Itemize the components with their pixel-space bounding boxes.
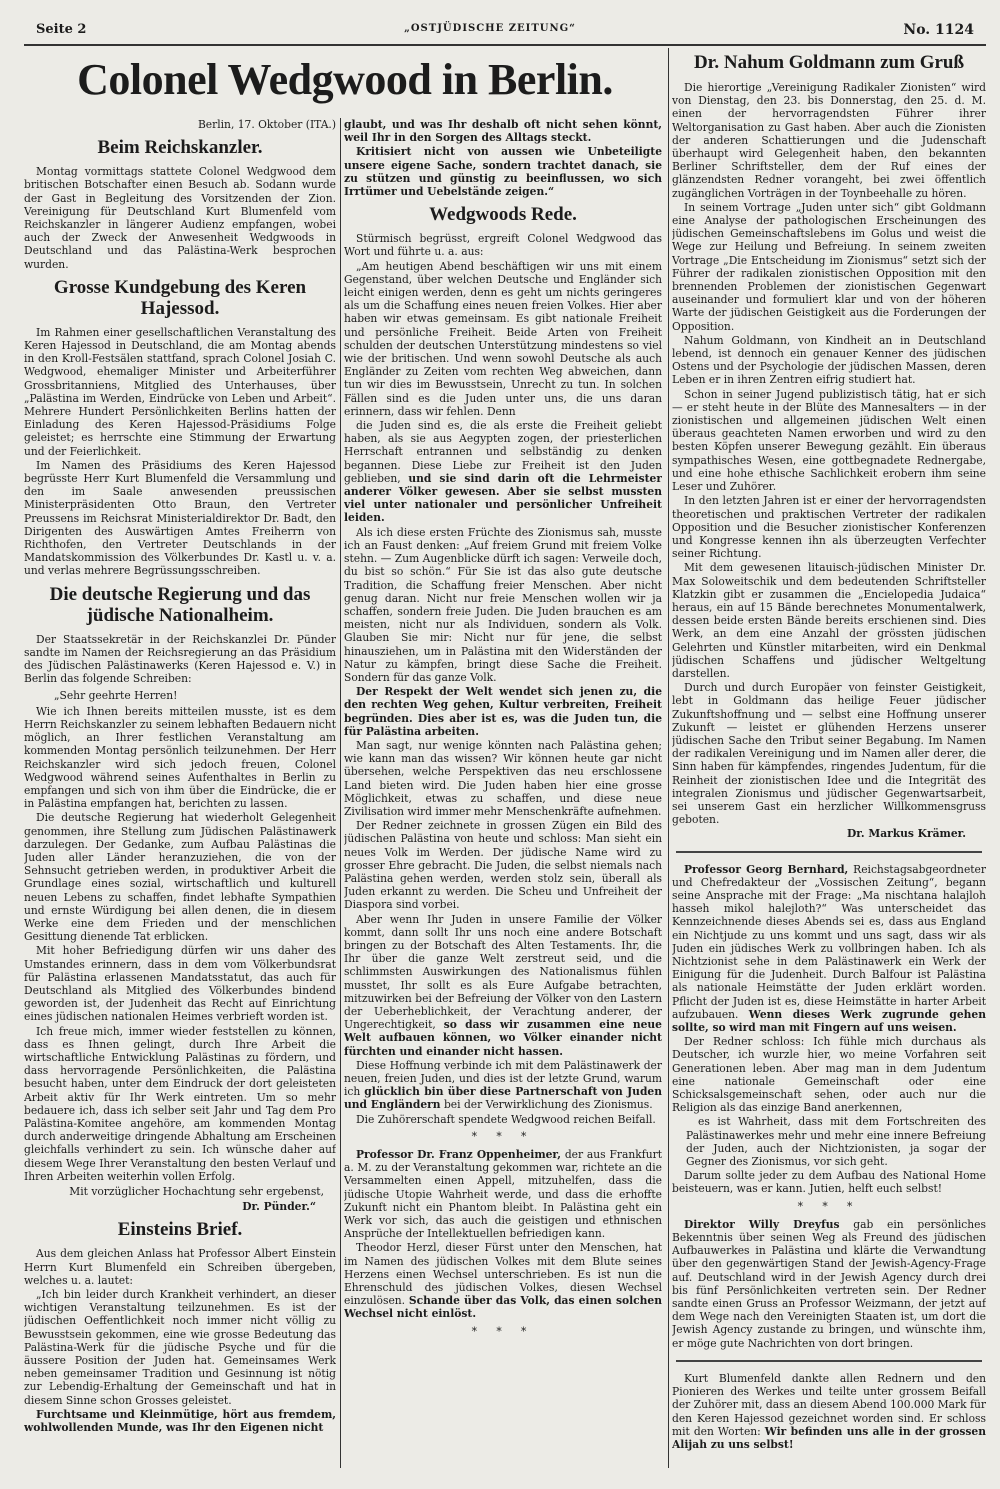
- text: gab ein persönliches Bekenntnis über seinen Weg als Freund des jüdischen Aufbauwerkes in Palästina und klärte die Verwandtung über den gegenwärtigen Stand der Jewish-Agency-Frage auf. Deutschland wird in der Jewish Agency durch drei bis fünf Persönlichkeiten vertreten sein. Der Redner sandte einen Gruss an Professor Weizmann, der jetzt auf dem Wege nach den Vereinigten Staaten ist, um dort die Jewish Agency zustande zu bringen, und wünschte ihm, er möge gute Nachrichten von dort bringen.: [672, 1217, 986, 1350]
- paragraph: „Am heutigen Abend beschäftigen wir uns mit einem Gegenstand, über welchen Deutsche und Engländer sich leicht einigen werden, denn es geht um nichts geringeres als um die Schaffung eines neuen freien Volkes. Hier aber haben wir etwas gemeinsam. Es gibt nationale Freiheit und persönliche Freiheit. Beide Arten von Freiheit schulden der deutschen Unterstützung mindestens so viel wie der britischen. Und wenn sowohl Deutsche als auch Engländer zu Zeiten vom rechten Weg abweichen, dann tun wir dies im Bewusstsein, Unrecht zu tun. In solchen Fällen sind es die Juden unter uns, die uns daran erinnern, dass wir fehlen. Denn: [344, 259, 662, 418]
- paragraph: [672, 863, 986, 1035]
- column-divider: [340, 118, 341, 1468]
- bold-text: Wenn dieses Werk zugrunde gehen sollte, so wird man mit Fingern auf uns weisen.: [672, 1007, 986, 1035]
- paragraph: Im Namen des Präsidiums des Keren Hajessod begrüsste Herr Kurt Blumenfeld die Versammlung und den im Saale anwesenden preussischen Ministerpräsidenten Otto Braun, den Vertreter Preussens im Reichsrat Ministerialdirektor Dr. Badt, den Dirigenten des Auswärtigen Amtes Freiherrn von Richthofen, den Vertreter Deutschlands in der Mandatskommission des Völkerbundes Dr. Kastl u. v. a. und verlas mehrere Begrüssungsschreiben.: [24, 458, 336, 578]
- heading-kundgebung: Grosse Kundgebung des Keren Hajessod.: [53, 276, 307, 319]
- letter-signature: Dr. Pünder.“: [242, 1200, 316, 1214]
- heading-einstein: Einsteins Brief.: [117, 1219, 243, 1241]
- paragraph: Wie ich Ihnen bereits mitteilen musste, ist es dem Herrn Reichskanzler zu seinem lebhaften Bedauern nicht möglich, an Ihrer festlichen Veranstaltung am kommenden Montag persönlich teilzunehmen. Der Herr Reichskanzler wird sich jedoch freuen, Colonel Wedgwood während seines Aufenthaltes in Berlin zu empfangen und sich von ihm über die Eindrücke, die er in Palästina empfangen hat, berichten zu lassen.: [24, 704, 336, 811]
- paragraph-bold: Furchtsame und Kleinmütige, hört aus fremdem, wohlwollenden Munde, was Ihr den Eigenen nicht: [24, 1407, 336, 1435]
- heading-regierung: Die deutsche Regierung und das jüdische Nationalheim.: [49, 583, 311, 626]
- main-headline: Colonel Wedgwood in Berlin.: [77, 55, 613, 104]
- paragraph: Ich freue mich, immer wieder feststellen zu können, dass es Ihnen gelingt, durch Ihre Arbeit die wirtschaftliche Entwicklung Palästinas zu fördern, und dass hervorragende Persönlichkeiten, die Palästina besucht haben, unter dem Eindruck der dort geleisteten Arbeit aktiv für Ihr Werk eintreten. Um so mehr bedauere ich, dass ich selber seit Jahr und Tag dem Pro Palästina-Komitee angehöre, am kommenden Montag durch anderweitige dringende Abhaltung am Erscheinen gleichfalls verhindert zu sein. Ich wünsche daher auf diesem Wege Ihrer Veranstaltung den besten Verlauf und Ihren Arbeiten weiterhin vollen Erfolg.: [24, 1024, 336, 1183]
- article-signature: Dr. Markus Krämer.: [847, 827, 966, 841]
- text: Reichstagsabgeordneter und Chefredakteur der „Vossischen Zeitung“, begann seine Ansprache mit der Frage: „Ma nischtana halajloh hasseh mikol halejloth?“ Was unterscheidet das Kennzeichnende dieses Abends sei es, dass aus England ein Nichtjude zu uns kommt und uns sagt, dass wir als Juden ein jüdisches Werk zu vollbringen haben. Ich als Nichtzionist sehe in dem Palästinawerk ein Werk der Einigung für die Judenheit. Durch Balfour ist Palästina als nationale Heimstätte der Juden erklärt worden. Pflicht der Juden ist es, diese Heimstätte in harter Arbeit aufzubauen.: [672, 862, 986, 1021]
- paragraph: [672, 1218, 986, 1350]
- letter-closing: Mit vorzüglicher Hochachtung sehr ergebenst,: [69, 1185, 324, 1199]
- paragraph: [344, 419, 662, 525]
- page-label: Seite 2: [36, 22, 87, 37]
- column-3: [672, 52, 986, 1472]
- text: Aber wenn Ihr Juden in unsere Familie der Völker kommt, dann sollt Ihr uns noch eine andere Botschaft bringen zu der Botschaft des Alten Testaments. Ihr, die Ihr über die ganze Welt zerstreut seid, und die schlimmsten Auswirkungen des Nationalismus fühlen musstet, Ihr sollt es als Eure Aufgabe betrachten, mitzuwirken bei der Befreiung der Völker von den Lastern der Ueberheblichkeit, der Verachtung anderer, der Ungerechtigkeit,: [344, 912, 662, 1032]
- text: Kurt Blumenfeld dankte allen Rednern und den Pionieren des Werkes und teilte unter grossem Beifall der Zuhörer mit, dass an diesem Abend 100.000 Mark für den Keren Hajessod gezeichnet worden sind. Er schloss mit den Worten:: [672, 1371, 986, 1438]
- paragraph: Montag vormittags stattete Colonel Wedgwood dem britischen Botschafter einen Besuch ab. Sodann wurde der Gast in Begleitung des Vorsitzenden der Zion. Vereinigung für Deutschland Kurt Blumenfeld vom Reichskanzler in längerer Audienz empfangen, wobei auch der Zweck der Anwesenheit Wedgwoods in Deutschland und das Palästina-Werk besprochen wurden.: [24, 165, 336, 271]
- paragraph: „Ich bin leider durch Krankheit verhindert, an dieser wichtigen Veranstaltung teilzunehmen. Es ist der jüdischen Oeffentlichkeit noch immer nicht völlig zu Bewusstsein gekommen, eine wie grosse Bedeutung das Palästina-Werk für die jüdische Psyche und für die äussere Position der Juden hat. Gemeinsames Werk neben gemeinsamer Tradition und Gesinnung ist nötig zur Lebendig-Erhaltung der Gemeinschaft und hat in diesem Sinne schon Grosses geleistet.: [24, 1288, 336, 1407]
- paragraph: Die Zuhörerschaft spendete Wedgwood reichen Beifall.: [356, 1112, 656, 1126]
- bold-text: Wir befinden uns alle in der grossen Alijah zu uns selbst!: [672, 1424, 986, 1451]
- speaker-name: Professor Dr. Franz Oppenheimer,: [356, 1148, 561, 1162]
- speaker-name: Professor Georg Bernhard,: [684, 862, 849, 876]
- heading-goldmann: Dr. Nahum Goldmann zum Gruß: [693, 52, 965, 73]
- speaker-name: Direktor Willy Dreyfus: [684, 1217, 840, 1231]
- paragraph: Der Staatssekretär in der Reichskanzlei Dr. Pünder sandte im Namen der Reichsregierung an das Präsidium des Jüdischen Palästinawerks (Keren Hajessod e. V.) in Berlin das folgende Schreiben:: [24, 632, 336, 686]
- paragraph-bold: Der Respekt der Welt wendet sich jenen zu, die den rechten Weg gehen, Kultur verbreiten, Freiheit begründen. Dies aber ist es, was die Juden tun, die für Palästina arbeiten.: [344, 685, 662, 738]
- section-stars: * * *: [471, 1324, 535, 1338]
- heading-reichskanzler: Beim Reichskanzler.: [97, 137, 263, 159]
- paragraph: Schon in seiner Jugend publizistisch tätig, hat er sich — er steht heute in der Blüte des Mannesalters — in der zionistischen und allgemeinen jüdischen Welt einen überaus geachteten Namen erworben und wird zu den besten Köpfen unserer Bewegung gezählt. Ein überaus sympathisches Wesen, eine gottbegnadete Rednergabe, und eine hohe ethische Sachlichkeit erobern ihm seine Leser und Zuhörer.: [672, 387, 986, 494]
- paragraph: [344, 913, 662, 1058]
- section-stars: * * *: [797, 1199, 861, 1213]
- paragraph: Die deutsche Regierung hat wiederholt Gelegenheit genommen, ihre Stellung zum Jüdischen Palästinawerk darzulegen. Der Gedanke, zum Aufbau Palästinas die Juden aller Länder heranzuziehen, die von der Sehnsucht getrieben werden, in produktiver Arbeit die Grundlage eines sozial, wirtschaftlich und kulturell neuen Lebens zu schaffen, findet lebhafte Sympathien und ernste Würdigung bei allen denen, die in diesem Werke eine dem Frieden und der menschlichen Gesittung dienende Tat erblicken.: [24, 811, 336, 944]
- paragraph: [344, 1148, 662, 1240]
- paragraph: Man sagt, nur wenige könnten nach Palästina gehen; wie kann man das wissen? Wir können heute gar nicht übersehen, welche Perspektiven das neu erschlossene Land bieten wird. Die Juden haben hier eine grosse Möglichkeit, etwas zu schaffen, und diese neue Zivilisation wird immer mehr Menschenkräfte aufnehmen.: [344, 738, 662, 818]
- letter-salutation: „Sehr geehrte Herren!: [54, 688, 178, 702]
- heading-rede: Wedgwoods Rede.: [429, 204, 577, 226]
- bold-text: Schande über das Volk, das einen solchen Wechsel nicht einlöst.: [344, 1294, 662, 1321]
- paragraph: Stürmisch begrüsst, ergreift Colonel Wedgwood das Wort und führte u. a. aus:: [344, 232, 662, 259]
- paragraph: [344, 1241, 662, 1320]
- paragraph: Im Rahmen einer gesellschaftlichen Veranstaltung des Keren Hajessod in Deutschland, die am Montag abends in den Kroll-Festsälen stattfand, sprach Colonel Josiah C. Wedgwood, ehemaliger Minister und Arbeiterführer Grossbritanniens, Mitglied des Unterhauses, über „Palästina im Werden, Eindrücke von Leben und Arbeit“. Mehrere Hundert Persönlichkeiten Berlins hatten der Einladung des Keren Hajessod-Präsidiums Folge geleistet; es herrschte eine Stimmung der Erwartung und der Feierlichkeit.: [24, 325, 336, 458]
- page-header: [30, 20, 980, 42]
- text: Theodor Herzl, dieser Fürst unter den Menschen, hat im Namen des jüdischen Volkes mit dem Blute seines Herzens einen Wechsel unterschrieben. Es ist nun die Ehrenschuld des jüdischen Volkes, diesen Wechsel einzulösen.: [344, 1241, 662, 1308]
- paragraph: Die hierortige „Vereinigung Radikaler Zionisten“ wird von Dienstag, den 23. bis Donnerstag, den 25. d. M. einen der hervorragendsten Führer ihrer Weltorganisation zu Gast haben. Aber auch die Zionisten der anderen Schattierungen und die Judenschaft überhaupt wird Gelegenheit haben, den bekannten Berliner Schriftsteller, dem der Ruf eines der glänzendsten Redner vorangeht, bei zwei öffentlich zugänglichen Vorträgen in der Toynbeehalle zu hören.: [672, 81, 986, 200]
- text: bei der Verwirklichung des Zionismus.: [443, 1098, 653, 1112]
- paragraph: Der Redner zeichnete in grossen Zügen ein Bild des jüdischen Palästina von heute und schloss: Man sieht ein neues Volk im Werden. Der jüdische Name wird zu grosser Ehre gebracht. Die Juden, die selbst niemals nach Palästina gehen werden, werden stolz sein, überall als Juden erkannt zu werden. Die Scheu und Unfreiheit der Diaspora sind vorbei.: [344, 819, 662, 912]
- paragraph: Der Redner schloss: Ich fühle mich durchaus als Deutscher, ich wurzle hier, wo meine Vorfahren seit Generationen leben. Aber mag man in dem Judentum eine nationale Gemeinschaft oder eine Schicksalsgemeinschaft sehen, oder auch nur die Religion als das einzige Band anerkennen,: [672, 1035, 986, 1115]
- text: Diese Hoffnung verbinde ich mit dem Palästinawerk der neuen, freien Juden, und dies ist der letzte Grund, warum ich: [344, 1058, 662, 1099]
- bold-text: und sie sind darin oft die Lehrmeister anderer Völker gewesen. Aber sie selbst mussten viel unter nationaler und persönlicher Unfreiheit leiden.: [344, 471, 662, 525]
- paragraph: In den letzten Jahren ist er einer der hervorragendsten theoretischen und praktischen Vertreter der radikalen Opposition und die Besucher zionistischer Konferenzen und Kongresse kennen ihn als überzeugten Verfechter seiner Richtung.: [672, 494, 986, 561]
- dateline: Berlin, 17. Oktober (ITA.): [197, 118, 336, 131]
- section-rule: [676, 851, 982, 853]
- paragraph: Als ich diese ersten Früchte des Zionismus sah, musste ich an Faust denken: „Auf freiem Grund mit freiem Volke stehn. — Zum Augenblicke dürft ich sagen: Verweile doch, du bist so schön.“ Für Sie ist das also gute deutsche Tradition, die Schaffung freier Menschen. Aber nicht genug daran. Nicht nur freie Menschen wollen wir ja schaffen, sondern freie Juden. Die Juden brauchen es am meisten, nicht nur als Individuen, sondern als Volk. Glauben Sie mir: Nicht nur für jene, die selbst hinausziehen, um in Palästina mit den Widerständen der Natur zu kämpfen, bringt diese Sache die Freiheit. Sondern für das ganze Volk.: [344, 525, 662, 684]
- section-stars: * * *: [471, 1129, 535, 1143]
- paragraph: Mit hoher Befriedigung dürfen wir uns daher des Umstandes erinnern, dass in dem vom Völkerbundsrat für Palästina erlassenen Mandatsstatut, das auch für Deutschland als Mitglied des Völkerbundes bindend geworden ist, der Judenheit das Recht auf Einrichtung eines jüdischen nationalen Heimes verbrieft worden ist.: [24, 944, 336, 1024]
- paragraph: [344, 1059, 662, 1112]
- paragraph: Mit dem gewesenen litauisch-jüdischen Minister Dr. Max Soloweitschik und dem bedeutenden Schriftsteller Klatzkin gibt er zusammen die „Encielopedia Judaica“ heraus, ein auf 15 Bände berechnetes Monumentalwerk, dessen beide ersten Bände bereits erschienen sind. Dies Werk, an dem eine Anzahl der grössten jüdischen Gelehrten und Künstler mitarbeiten, wird ein Denkmal jüdischen Schaffens und jüdischer Weltgeltung darstellen.: [672, 561, 986, 680]
- column-2: [344, 118, 662, 1468]
- bold-text: so dass wir zusammen eine neue Welt aufbauen können, wo Völker einander nicht fürchten und einander nicht hassen.: [344, 1018, 662, 1058]
- paragraph-bold: Kritisiert nicht von aussen wie Unbeteiligte unsere eigene Sache, sondern trachtet danach, sie zu stützen und günstig zu beeinflussen, wo sich Irrtümer und Uebelstände zeigen.“: [344, 145, 662, 199]
- text: die Juden sind es, die als erste die Freiheit geliebt haben, als sie aus Aegypten zogen, der priesterlichen Herrschaft entrannen und selbständig zu denken begannen. Diese Liebe zur Freiheit ist den Juden geblieben,: [344, 419, 662, 485]
- text: der aus Frankfurt a. M. zu der Veranstaltung gekommen war, richtete an die Versammelten einen Appell, mitzuhelfen, dass die jüdische Utopie Wahrheit werde, und dass die erhoffte Zukunft nicht ein Phantom bleibt. In Palästina geht ein Werk vor sich, das auch die geistigen und ethnischen Ansprüche der Intellektuellen befriedigen kann.: [344, 1148, 662, 1241]
- paragraph-quote: es ist Wahrheit, dass mit dem Fortschreiten des Palästinawerkes mehr und mehr eine innere Befreiung der Juden, auch der Nichtzionisten, ja sogar der Gegner des Zionismus, vor sich geht.: [686, 1115, 986, 1169]
- issue-number: No. 1124: [903, 22, 974, 38]
- column-1: [24, 118, 336, 1468]
- paragraph: Darum sollte jeder zu dem Aufbau des National Home beisteuern, was er kann. Jutien, helft euch selbst!: [672, 1169, 986, 1196]
- headline-divider: [668, 48, 669, 1468]
- paragraph: Nahum Goldmann, von Kindheit an in Deutschland lebend, ist dennoch ein genauer Kenner des jüdischen Ostens und der Psychologie der jüdischen Massen, deren Leben er in ihren Zentren eifrig studiert hat.: [672, 333, 986, 387]
- paragraph: In seinem Vortrage „Juden unter sich“ gibt Goldmann eine Analyse der pathologischen Erscheinungen des jüdischen Gemeinschaftslebens im Golus und weist die Wege zur Heilung und Befreiung. In seinem zweiten Vortrage „Die Entscheidung im Zionismus“ setzt sich der Führer der radikalen zionistischen Opposition mit den brennenden Problemen der zionistischen Gegenwart auseinander und formuliert klar und von der höheren Warte der jüdischen Geistigkeit aus die Forderungen der Opposition.: [672, 200, 986, 333]
- paragraph: [672, 1372, 986, 1451]
- header-rule: [24, 44, 986, 46]
- paragraph: Durch und durch Europäer von feinster Geistigkeit, lebt in Goldmann das heilige Feuer jüdischer Zukunftshoffnung und — selbst eine Hoffnung unserer Zukunft — leistet er glühenden Herzens unserer jüdischen Sache den Tribut seiner Begabung. Im Namen der radikalen Vereinigung und im Namen aller derer, die Sinn haben für kämpfendes, ringendes Judentum, für die Reinheit der zionistischen Idee und die Integrität des integralen Zionismus und jüdischer Gegenwartsarbeit, sei unserem Gast ein herzlicher Willkommensgruss geboten.: [672, 681, 986, 827]
- paragraph-bold: glaubt, und was Ihr deshalb oft nicht sehen könnt, weil Ihr in den Sorgen des Alltags steckt.: [344, 118, 662, 145]
- bold-text: glücklich bin über diese Partnerschaft von Juden und Engländern: [344, 1085, 662, 1112]
- section-rule: [676, 1360, 982, 1362]
- paper-name: „OSTJÜDISCHE ZEITUNG“: [404, 23, 576, 34]
- paragraph: Aus dem gleichen Anlass hat Professor Albert Einstein Herrn Kurt Blumenfeld ein Schreiben übergeben, welches u. a. lautet:: [24, 1247, 336, 1287]
